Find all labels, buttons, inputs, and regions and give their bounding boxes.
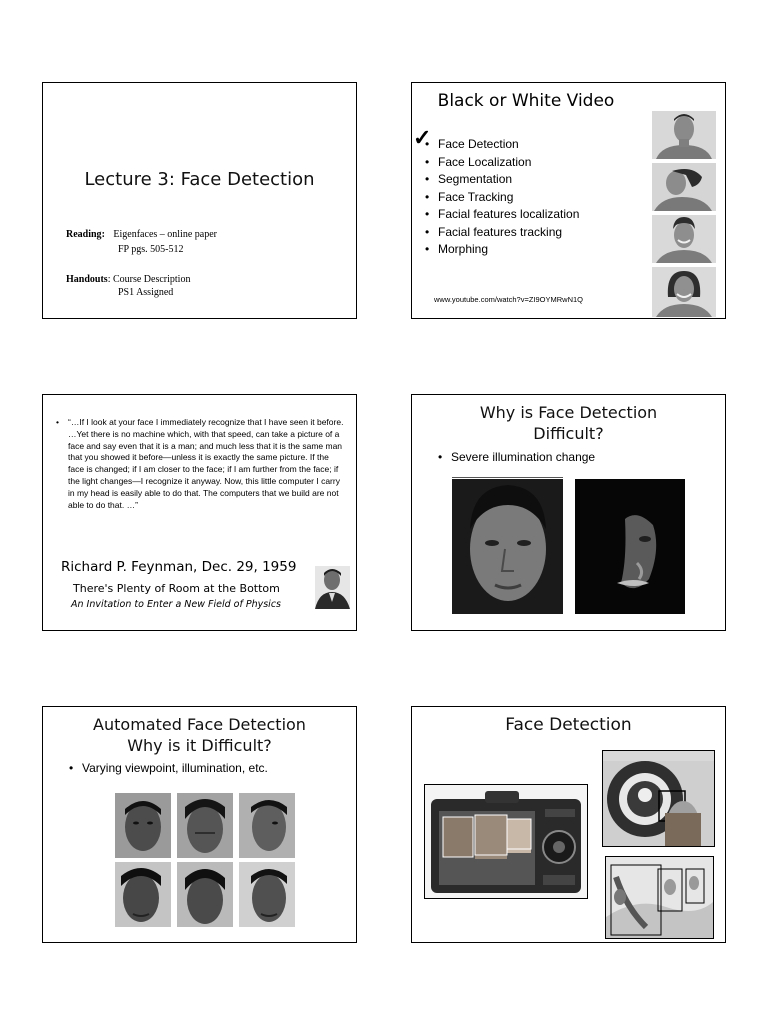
reading-line-2: FP pgs. 505-512	[118, 244, 184, 255]
reading-colon: :	[101, 229, 105, 240]
feynman-portrait-photo	[315, 566, 350, 609]
slide-title-line-1: Automated Face Detection	[93, 715, 306, 734]
quote-author: Richard P. Feynman, Dec. 29, 1959	[61, 559, 297, 575]
slide-title-line-2: Why is it Difficult?	[127, 736, 272, 755]
list-item: • Varying viewpoint, illumination, etc.	[69, 760, 268, 778]
handouts-colon: :	[107, 274, 111, 285]
list-item: • Facial features tracking	[425, 224, 579, 242]
feynman-quote: “…If I look at your face I immediately recognize that I have seen it before. …Yet there is no machine which, with that speed, can take a picture of a face and say even that it is a man; and much less that it is the same man that you showed it before—unless it is exactly the same picture. If the face is changed; if I am closer to the face; if I am further from the face; if the light changes—I recognize it anyway. Now, this little computer I carry in my head is easily able to do that. The computers that we build are not able to do that. …”	[68, 417, 344, 510]
handouts-line-2: PS1 Assigned	[118, 287, 174, 298]
viewpoint-face-photo-6	[239, 862, 295, 927]
bullet-list	[438, 449, 595, 467]
video-url: www.youtube.com/watch?v=ZI9OYMRwN1Q	[434, 295, 584, 304]
lecture-title: Lecture 3: Face Detection	[84, 169, 315, 190]
reading-block	[66, 229, 217, 240]
list-item: • Severe illumination change	[438, 449, 595, 467]
list-item: • Segmentation	[425, 171, 579, 189]
bullet-dot: •	[56, 417, 59, 427]
morph-face-photo-2	[652, 163, 716, 211]
talk-title: There's Plenty of Room at the Bottom	[73, 582, 280, 595]
slide-title-line-2: Difficult?	[533, 424, 604, 443]
handouts-label: Handouts	[66, 274, 108, 285]
reading-line-1: Eigenfaces – online paper	[113, 229, 217, 240]
topic-list	[425, 136, 579, 259]
viewpoint-face-photo-5	[177, 862, 233, 927]
slide-black-or-white-video	[411, 82, 726, 319]
handouts-line-1: Course Description	[112, 274, 191, 285]
slide-face-detection-examples	[411, 706, 726, 943]
slide-title-line-1: Why is Face Detection	[479, 403, 658, 422]
talk-subtitle: An Invitation to Enter a New Field of Physics	[71, 599, 281, 610]
morph-face-photo-1	[652, 111, 716, 159]
slide-automated-detection	[42, 706, 357, 943]
bullet-list	[69, 760, 268, 778]
viewpoint-face-photo-3	[239, 793, 295, 858]
face-harsh-light-photo	[575, 479, 685, 614]
slide-title: Black or White Video	[437, 91, 615, 111]
camera-face-detection-photo	[424, 784, 588, 899]
morph-face-photo-3	[652, 215, 716, 263]
check-mark-icon: ✓	[413, 125, 432, 150]
slide-lecture-title	[42, 82, 357, 319]
viewpoint-face-photo-1	[115, 793, 171, 858]
starbucks-sign-detection-photo	[602, 750, 715, 847]
group-detection-photo	[605, 856, 714, 939]
handouts-block	[66, 274, 190, 285]
face-normal-light-photo	[452, 479, 563, 614]
list-item: • Face Localization	[425, 154, 579, 172]
list-item: • Facial features localization	[425, 206, 579, 224]
divider	[452, 477, 563, 478]
slide-title: Face Detection	[505, 715, 632, 735]
reading-label: Reading	[66, 229, 102, 240]
slide-why-difficult	[411, 394, 726, 631]
slide-feynman-quote	[42, 394, 357, 631]
viewpoint-face-photo-4	[115, 862, 171, 927]
list-item: • Face Tracking	[425, 189, 579, 207]
viewpoint-face-photo-2	[177, 793, 233, 858]
list-item: • Morphing	[425, 241, 579, 259]
morph-face-photo-4	[652, 267, 716, 317]
list-item: • Face Detection	[425, 136, 579, 154]
